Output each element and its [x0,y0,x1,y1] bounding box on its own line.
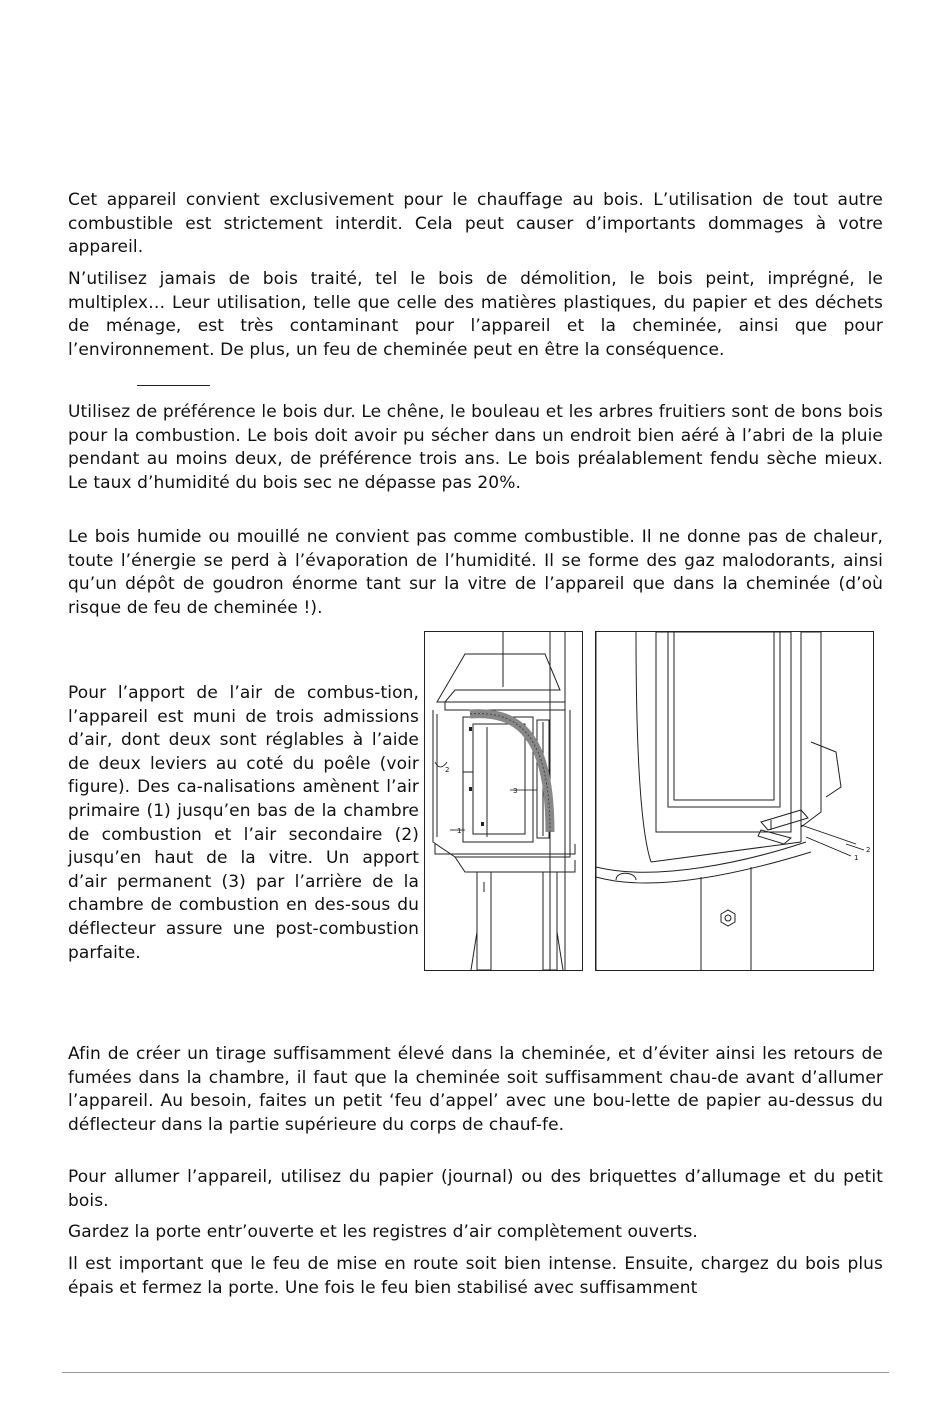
paragraph-wet-wood-warning: Le bois humide ou mouillé ne convient pas comme combustible. Il ne donne pas de chaleur, toute l’énergie se perd à l’évaporation de l’humidité. Il se forme des gaz malodorants, ainsi qu’un dépôt de goudron énorme tant sur la vitre de l’appareil que dans la cheminée (d’où risque de feu de cheminée !). [68,527,883,618]
paragraph-lighting: Pour allumer l’appareil, utilisez du papier (journal) ou des briquettes d’allumage et du petit bois. [68,1167,883,1211]
footer-rule [62,1372,889,1373]
label-permanent-air: 3 [513,787,518,795]
paragraph-air-intake: Pour l’apport de l’air de combus-tion, l’appareil est muni de trois admissions d’air, dont deux sont réglables à l’aide de deux leviers au coté du poêle (voir figure). Des ca-nalisations amènent l’air primaire (1) jusqu’en bas de la chambre de combustion et l’air secondaire (2) jusqu’en haut de la vitre. Un apport d’air permanent (3) par l’arrière de la chambre de combustion en des-sous du déflecteur assure une post-combustion parfaite. [68,683,419,963]
paragraph-fuel-restriction: Cet appareil convient exclusivement pour le chauffage au bois. L’utilisation de tout autre combustible est strictement interdit. Cela peut causer d’importants dommages à votre appareil. [68,190,883,258]
stove-lever-detail-figure [595,631,874,971]
paragraph-hardwood-advice: Utilisez de préférence le bois dur. Le chêne, le bouleau et les arbres fruitiers sont de bons bois pour la combustion. Le bois doit avoir pu sécher dans un endroit bien aéré à l’abri de la pluie pendant au moins deux, de préférence trois ans. Le bois préalablement fendu sèche mieux. Le taux d’humidité du bois sec ne dépasse pas 20%. [68,402,883,493]
label-secondary-air: 2 [445,766,450,774]
section-heading-rule [137,385,210,386]
paragraph-door-open: Gardez la porte entr’ouverte et les registres d’air complètement ouverts. [68,1222,698,1242]
stove-cross-section-figure [424,631,583,971]
paragraph-start-fire: Il est important que le feu de mise en route soit bien intense. Ensuite, chargez du bois plus épais et fermez la porte. Une fois le feu bien stabilisé avec suffisamment [68,1254,883,1298]
label-primary-air: 1 [457,827,462,835]
paragraph-chimney-draft: Afin de créer un tirage suffisamment élevé dans la cheminée, et d’éviter ainsi les retours de fumées dans la chambre, il faut que la cheminée soit suffisamment chau-de avant d’allumer l’appareil. Au besoin, faites un petit ‘feu d’appel’ avec une bou-lette de papier au-dessus du déflecteur dans la partie supérieure du corps de chauf-fe. [68,1044,883,1135]
label-secondary-lever: 2 [866,846,871,854]
paragraph-treated-wood-warning: N’utilisez jamais de bois traité, tel le bois de démolition, le bois peint, imprégné, le multiplex… Leur utilisation, telle que celle des matières plastiques, du papier et des déchets de ménage, est très contaminant pour l’appareil et la cheminée, ainsi que pour l’environnement. De plus, un feu de cheminée peut en être la conséquence. [68,269,883,360]
label-primary-lever: 1 [854,854,859,862]
